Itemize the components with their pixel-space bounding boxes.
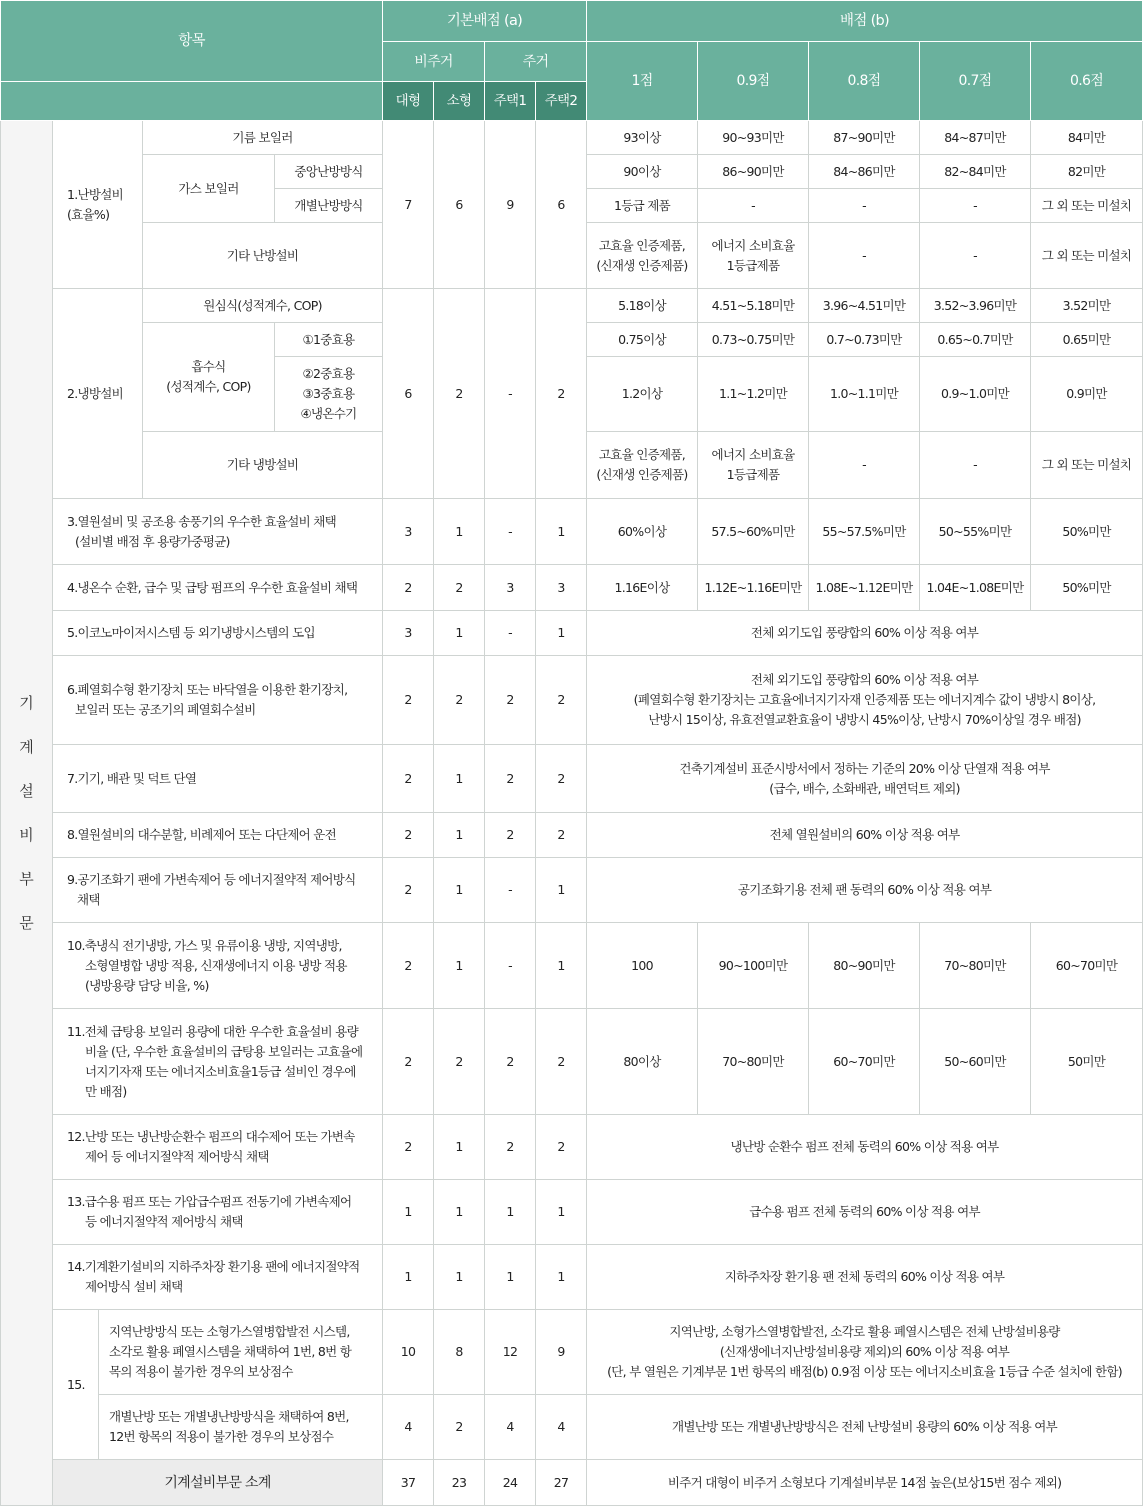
score-cell: 1.12E~1.16E미만 — [698, 565, 809, 611]
table-row — [1, 1115, 1143, 1180]
item11-label-line4: 만 배점) — [85, 1083, 127, 1099]
score-cell: 84~86미만 — [809, 155, 920, 189]
item6-base-large: 2 — [383, 656, 434, 745]
side-label-text: 기 계 설 비 부 문 — [19, 694, 34, 932]
item3-base-house2: 1 — [536, 499, 587, 565]
header-house2: 주택2 — [536, 82, 587, 121]
item12-label — [53, 1115, 383, 1180]
table-row — [1, 499, 1143, 565]
item9-base-large: 2 — [383, 858, 434, 923]
item11-base-house2: 2 — [536, 1009, 587, 1115]
table-row — [1, 1310, 1143, 1395]
item11-label-line2: 비율 (단, 우수한 효율설비의 급탕용 보일러는 고효율에 — [85, 1043, 363, 1059]
item6-label — [53, 656, 383, 745]
item15a-criteria — [587, 1310, 1143, 1395]
table-row — [1, 611, 1143, 656]
item2-multi-effect: ②2중효용 ③3중효용 ④냉온수기 — [275, 357, 383, 432]
header-base-score: 기본배점 (a) — [383, 1, 587, 42]
item14-label — [53, 1245, 383, 1310]
score-cell: 그 외 또는 미설치 — [1031, 223, 1143, 289]
item9-base-house1: - — [485, 858, 536, 923]
item1-base-house1: 9 — [485, 121, 536, 289]
item9-base-small: 1 — [434, 858, 485, 923]
header-0.9pt: 0.9점 — [698, 42, 809, 121]
item1-other-heating: 기타 난방설비 — [143, 223, 383, 289]
item7-base-house2: 2 — [536, 745, 587, 813]
item12-base-large: 2 — [383, 1115, 434, 1180]
item15a-label-line3: 목의 적용이 불가한 경우의 보상점수 — [109, 1364, 293, 1379]
item4-base-large: 2 — [383, 565, 434, 611]
item11-label-line3: 너지기자재 또는 에너지소비효율1등급 설비인 경우에 — [85, 1063, 356, 1079]
score-cell: 100 — [587, 923, 698, 1009]
table-row — [1, 1009, 1143, 1115]
item15-label: 15. — [53, 1310, 99, 1460]
header-0.7pt: 0.7점 — [920, 42, 1031, 121]
table-row — [1, 289, 1143, 323]
table-row — [1, 745, 1143, 813]
item8-criteria: 전체 열원설비의 60% 이상 적용 여부 — [587, 813, 1143, 858]
item6-criteria — [587, 656, 1143, 745]
header-1pt: 1점 — [587, 42, 698, 121]
item9-criteria: 공기조화기용 전체 팬 동력의 60% 이상 적용 여부 — [587, 858, 1143, 923]
item1-individual-heating: 개별난방방식 — [275, 189, 383, 223]
score-cell: 60~70미만 — [1031, 923, 1143, 1009]
item2-absorption-line2: (성적계수, COP) — [166, 379, 251, 394]
item15a-criteria-line1: 지역난방, 소형가스열병합발전, 소각로 활용 폐열시스템은 전체 난방설비용량 — [669, 1324, 1060, 1339]
item13-base-small: 1 — [434, 1180, 485, 1245]
score-cell: 90이상 — [587, 155, 698, 189]
score-cell: 0.65미만 — [1031, 323, 1143, 357]
score-cell: 0.9~1.0미만 — [920, 357, 1031, 432]
section-side-label — [1, 121, 53, 1506]
item5-label: 5.이코노마이저시스템 등 외기냉방시스템의 도입 — [53, 611, 383, 656]
score-cell: 86~90미만 — [698, 155, 809, 189]
score-cell: - — [809, 432, 920, 499]
score-cell: 50%미만 — [1031, 565, 1143, 611]
score-cell: 70~80미만 — [920, 923, 1031, 1009]
item14-base-house1: 1 — [485, 1245, 536, 1310]
table-row — [1, 1395, 1143, 1460]
item7-criteria-line1: 건축기계설비 표준시방서에서 정하는 기준의 20% 이상 단열재 적용 여부 — [679, 760, 1050, 776]
item8-base-small: 1 — [434, 813, 485, 858]
item15a-base-small: 8 — [434, 1310, 485, 1395]
item11-label-line1: 11.전체 급탕용 보일러 용량에 대한 우수한 효율설비 용량 — [67, 1023, 358, 1039]
score-cell: 87~90미만 — [809, 121, 920, 155]
item8-base-house2: 2 — [536, 813, 587, 858]
item13-label-line2: 등 에너지절약적 제어방식 채택 — [85, 1214, 243, 1229]
header-residential: 주거 — [485, 42, 587, 82]
item15b-base-house2: 4 — [536, 1395, 587, 1460]
item1-label — [53, 121, 143, 289]
item14-criteria: 지하주차장 환기용 팬 전체 동력의 60% 이상 적용 여부 — [587, 1245, 1143, 1310]
item15b-label-line2: 12번 항목의 적용이 불가한 경우의 보상점수 — [109, 1429, 334, 1444]
table-row — [1, 656, 1143, 745]
item7-criteria — [587, 745, 1143, 813]
item2-centrifugal: 원심식(성적계수, COP) — [143, 289, 383, 323]
item2-base-house2: 2 — [536, 289, 587, 499]
score-cell: - — [920, 223, 1031, 289]
item7-base-large: 2 — [383, 745, 434, 813]
header-score: 배점 (b) — [587, 1, 1143, 42]
item1-label-line1: 1.난방설비 — [67, 186, 124, 202]
score-cell: - — [920, 432, 1031, 499]
header-large: 대형 — [383, 82, 434, 121]
item10-base-small: 1 — [434, 923, 485, 1009]
score-cell: 93이상 — [587, 121, 698, 155]
item1-base-small: 6 — [434, 121, 485, 289]
score-cell: 3.96~4.51미만 — [809, 289, 920, 323]
score-cell: 70~80미만 — [698, 1009, 809, 1115]
table-row — [1, 121, 1143, 155]
header-0.8pt: 0.8점 — [809, 42, 920, 121]
score-cell: - — [809, 189, 920, 223]
item10-label-line2: 소형열병합 냉방 적용, 신재생에너지 이용 냉방 적용 — [85, 957, 347, 973]
item3-label-line1: 3.열원설비 및 공조용 송풍기의 우수한 효율설비 채택 — [67, 513, 337, 529]
score-cell: 1.0~1.1미만 — [809, 357, 920, 432]
score-cell: 1.16E이상 — [587, 565, 698, 611]
item4-base-house2: 3 — [536, 565, 587, 611]
item15a-label — [99, 1310, 383, 1395]
item2-absorption — [143, 323, 275, 432]
item13-base-house1: 1 — [485, 1180, 536, 1245]
table-row — [1, 858, 1143, 923]
item3-label — [53, 499, 383, 565]
score-cell: 1등급 제품 — [587, 189, 698, 223]
table-row — [1, 1180, 1143, 1245]
score-cell: 82미만 — [1031, 155, 1143, 189]
table-row — [1, 813, 1143, 858]
item5-base-small: 1 — [434, 611, 485, 656]
item3-base-house1: - — [485, 499, 536, 565]
item5-base-house1: - — [485, 611, 536, 656]
score-cell: 고효율 인증제품, (신재생 인증제품) — [587, 432, 698, 499]
score-cell: 5.18이상 — [587, 289, 698, 323]
score-cell: 0.9미만 — [1031, 357, 1143, 432]
item6-base-house1: 2 — [485, 656, 536, 745]
score-cell: 4.51~5.18미만 — [698, 289, 809, 323]
item2-base-small: 2 — [434, 289, 485, 499]
item11-label — [53, 1009, 383, 1115]
item10-label — [53, 923, 383, 1009]
score-cell: - — [920, 189, 1031, 223]
score-cell: 그 외 또는 미설치 — [1031, 432, 1143, 499]
item1-gas-boiler: 가스 보일러 — [143, 155, 275, 223]
score-cell: 3.52미만 — [1031, 289, 1143, 323]
item15b-base-large: 4 — [383, 1395, 434, 1460]
item9-label — [53, 858, 383, 923]
item7-criteria-line2: (급수, 배수, 소화배관, 배연덕트 제외) — [769, 780, 960, 796]
item6-base-small: 2 — [434, 656, 485, 745]
score-cell: 3.52~3.96미만 — [920, 289, 1031, 323]
header-item: 항목 — [1, 1, 383, 82]
table-row — [1, 565, 1143, 611]
item13-label-line1: 13.급수용 펌프 또는 가압급수펌프 전동기에 가변속제어 — [67, 1194, 352, 1209]
score-cell: 57.5~60%미만 — [698, 499, 809, 565]
item13-base-large: 1 — [383, 1180, 434, 1245]
item12-base-house1: 2 — [485, 1115, 536, 1180]
item6-criteria-line3: 난방시 15이상, 유효전열교환효율이 냉방시 45%이상, 난방시 70%이상일 경우 배점) — [648, 712, 1081, 727]
item12-base-house2: 2 — [536, 1115, 587, 1180]
score-cell: 0.7~0.73미만 — [809, 323, 920, 357]
item6-label-line2: 보일러 또는 공조기의 폐열회수설비 — [75, 702, 256, 717]
item3-base-large: 3 — [383, 499, 434, 565]
score-cell: 1.1~1.2미만 — [698, 357, 809, 432]
score-cell: 82~84미만 — [920, 155, 1031, 189]
item2-absorption-line1: 흡수식 — [191, 359, 226, 374]
item15b-base-small: 2 — [434, 1395, 485, 1460]
item2-base-large: 6 — [383, 289, 434, 499]
score-cell: 그 외 또는 미설치 — [1031, 189, 1143, 223]
item5-base-large: 3 — [383, 611, 434, 656]
header-item-spacer — [1, 82, 383, 121]
item10-label-line1: 10.축냉식 전기냉방, 가스 및 유류이용 냉방, 지역냉방, — [67, 937, 342, 953]
item15a-base-large: 10 — [383, 1310, 434, 1395]
item15b-label-line1: 개별난방 또는 개별냉난방방식을 채택하여 8번, — [109, 1409, 349, 1424]
item3-base-small: 1 — [434, 499, 485, 565]
item14-base-small: 1 — [434, 1245, 485, 1310]
item2-label: 2.냉방설비 — [53, 289, 143, 499]
table-row — [1, 1245, 1143, 1310]
score-cell: 에너지 소비효율 1등급제품 — [698, 223, 809, 289]
score-cell: 고효율 인증제품, (신재생 인증제품) — [587, 223, 698, 289]
item8-label: 8.열원설비의 대수분할, 비례제어 또는 다단제어 운전 — [53, 813, 383, 858]
item13-criteria: 급수용 펌프 전체 동력의 60% 이상 적용 여부 — [587, 1180, 1143, 1245]
item4-label: 4.냉온수 순환, 급수 및 급탕 펌프의 우수한 효율설비 채택 — [53, 565, 383, 611]
subtotal-base-house1: 24 — [485, 1460, 536, 1506]
item10-label-line3: (냉방용량 담당 비율, %) — [85, 977, 209, 993]
subtotal-base-small: 23 — [434, 1460, 485, 1506]
item14-base-house2: 1 — [536, 1245, 587, 1310]
item11-base-house1: 2 — [485, 1009, 536, 1115]
score-cell: - — [809, 223, 920, 289]
score-cell: 50%미만 — [1031, 499, 1143, 565]
table-header — [1, 1, 1143, 121]
item12-base-small: 1 — [434, 1115, 485, 1180]
item7-label: 7.기기, 배관 및 덕트 단열 — [53, 745, 383, 813]
subtotal-base-house2: 27 — [536, 1460, 587, 1506]
subtotal-note: 비주거 대형이 비주거 소형보다 기계설비부문 14점 높은(보상15번 점수 제외) — [587, 1460, 1143, 1506]
item1-label-line2: (효율%) — [67, 206, 110, 222]
item12-criteria: 냉난방 순환수 펌프 전체 동력의 60% 이상 적용 여부 — [587, 1115, 1143, 1180]
score-cell: 50미만 — [1031, 1009, 1143, 1115]
item8-base-house1: 2 — [485, 813, 536, 858]
score-cell: 1.04E~1.08E미만 — [920, 565, 1031, 611]
item7-base-small: 1 — [434, 745, 485, 813]
item6-criteria-line2: (폐열회수형 환기장치는 고효율에너지기자재 인증제품 또는 에너지계수 값이 냉방시 8이상, — [633, 692, 1096, 707]
header-non-residential: 비주거 — [383, 42, 485, 82]
score-cell: 80~90미만 — [809, 923, 920, 1009]
score-cell: 0.73~0.75미만 — [698, 323, 809, 357]
score-cell: 84~87미만 — [920, 121, 1031, 155]
item13-base-house2: 1 — [536, 1180, 587, 1245]
score-cell: 1.08E~1.12E미만 — [809, 565, 920, 611]
item13-label — [53, 1180, 383, 1245]
item4-base-house1: 3 — [485, 565, 536, 611]
score-cell: 84미만 — [1031, 121, 1143, 155]
score-cell: 1.2이상 — [587, 357, 698, 432]
score-cell: 0.75이상 — [587, 323, 698, 357]
header-small: 소형 — [434, 82, 485, 121]
subtotal-base-large: 37 — [383, 1460, 434, 1506]
score-cell: 90~100미만 — [698, 923, 809, 1009]
item15b-label — [99, 1395, 383, 1460]
score-cell: 90~93미만 — [698, 121, 809, 155]
item2-single-effect: ①1중효용 — [275, 323, 383, 357]
item5-criteria: 전체 외기도입 풍량합의 60% 이상 적용 여부 — [587, 611, 1143, 656]
item10-base-large: 2 — [383, 923, 434, 1009]
header-house1: 주택1 — [485, 82, 536, 121]
header-0.6pt: 0.6점 — [1031, 42, 1143, 121]
score-cell: 50~60미만 — [920, 1009, 1031, 1115]
score-cell: 50~55%미만 — [920, 499, 1031, 565]
item15a-criteria-line2: (신재생에너지난방설비용량 제외)의 60% 이상 적용 여부 — [719, 1344, 1010, 1359]
item12-label-line1: 12.난방 또는 냉난방순환수 펌프의 대수제어 또는 가변속 — [67, 1129, 355, 1144]
item14-base-large: 1 — [383, 1245, 434, 1310]
item5-base-house2: 1 — [536, 611, 587, 656]
score-cell: - — [698, 189, 809, 223]
score-cell: 80이상 — [587, 1009, 698, 1115]
item11-base-small: 2 — [434, 1009, 485, 1115]
score-cell: 55~57.5%미만 — [809, 499, 920, 565]
item15b-base-house1: 4 — [485, 1395, 536, 1460]
item15a-label-line2: 소각로 활용 폐열시스템을 채택하여 1번, 8번 항 — [109, 1344, 352, 1359]
subtotal-label: 기계설비부문 소계 — [53, 1460, 383, 1506]
item4-base-small: 2 — [434, 565, 485, 611]
table-body — [1, 121, 1143, 1506]
score-cell: 60~70미만 — [809, 1009, 920, 1115]
item10-base-house1: - — [485, 923, 536, 1009]
item15a-criteria-line3: (단, 부 열원은 기계부문 1번 항목의 배점(b) 0.9점 이상 또는 에너지소비효율 1등급 수준 설치에 한함) — [607, 1364, 1122, 1379]
item14-label-line1: 14.기계환기설비의 지하주차장 환기용 팬에 에너지절약적 — [67, 1259, 360, 1274]
score-cell: 에너지 소비효율 1등급제품 — [698, 432, 809, 499]
subtotal-row — [1, 1460, 1143, 1506]
item12-label-line2: 제어 등 에너지절약적 제어방식 채택 — [85, 1149, 269, 1164]
item9-label-line2: 채택 — [77, 892, 100, 907]
item15a-base-house1: 12 — [485, 1310, 536, 1395]
score-cell: 60%이상 — [587, 499, 698, 565]
item15a-base-house2: 9 — [536, 1310, 587, 1395]
item6-base-house2: 2 — [536, 656, 587, 745]
item10-base-house2: 1 — [536, 923, 587, 1009]
item14-label-line2: 제어방식 설비 채택 — [85, 1279, 183, 1294]
item1-oil-boiler: 기름 보일러 — [143, 121, 383, 155]
item9-label-line1: 9.공기조화기 팬에 가변속제어 등 에너지절약적 제어방식 — [67, 872, 356, 887]
item6-label-line1: 6.폐열회수형 환기장치 또는 바닥열을 이용한 환기장치, — [67, 682, 348, 697]
item1-base-house2: 6 — [536, 121, 587, 289]
item15a-label-line1: 지역난방방식 또는 소형가스열병합발전 시스템, — [109, 1324, 350, 1339]
item8-base-large: 2 — [383, 813, 434, 858]
score-cell: 0.65~0.7미만 — [920, 323, 1031, 357]
item2-other-cooling: 기타 냉방설비 — [143, 432, 383, 499]
item6-criteria-line1: 전체 외기도입 풍량합의 60% 이상 적용 여부 — [750, 672, 979, 687]
item11-base-large: 2 — [383, 1009, 434, 1115]
item2-base-house1: - — [485, 289, 536, 499]
item1-base-large: 7 — [383, 121, 434, 289]
item1-central-heating: 중앙난방방식 — [275, 155, 383, 189]
item15b-criteria: 개별난방 또는 개별냉난방방식은 전체 난방설비 용량의 60% 이상 적용 여부 — [587, 1395, 1143, 1460]
table-row — [1, 923, 1143, 1009]
item3-label-line2: (설비별 배점 후 용량가중평균) — [75, 533, 230, 549]
item9-base-house2: 1 — [536, 858, 587, 923]
item7-base-house1: 2 — [485, 745, 536, 813]
